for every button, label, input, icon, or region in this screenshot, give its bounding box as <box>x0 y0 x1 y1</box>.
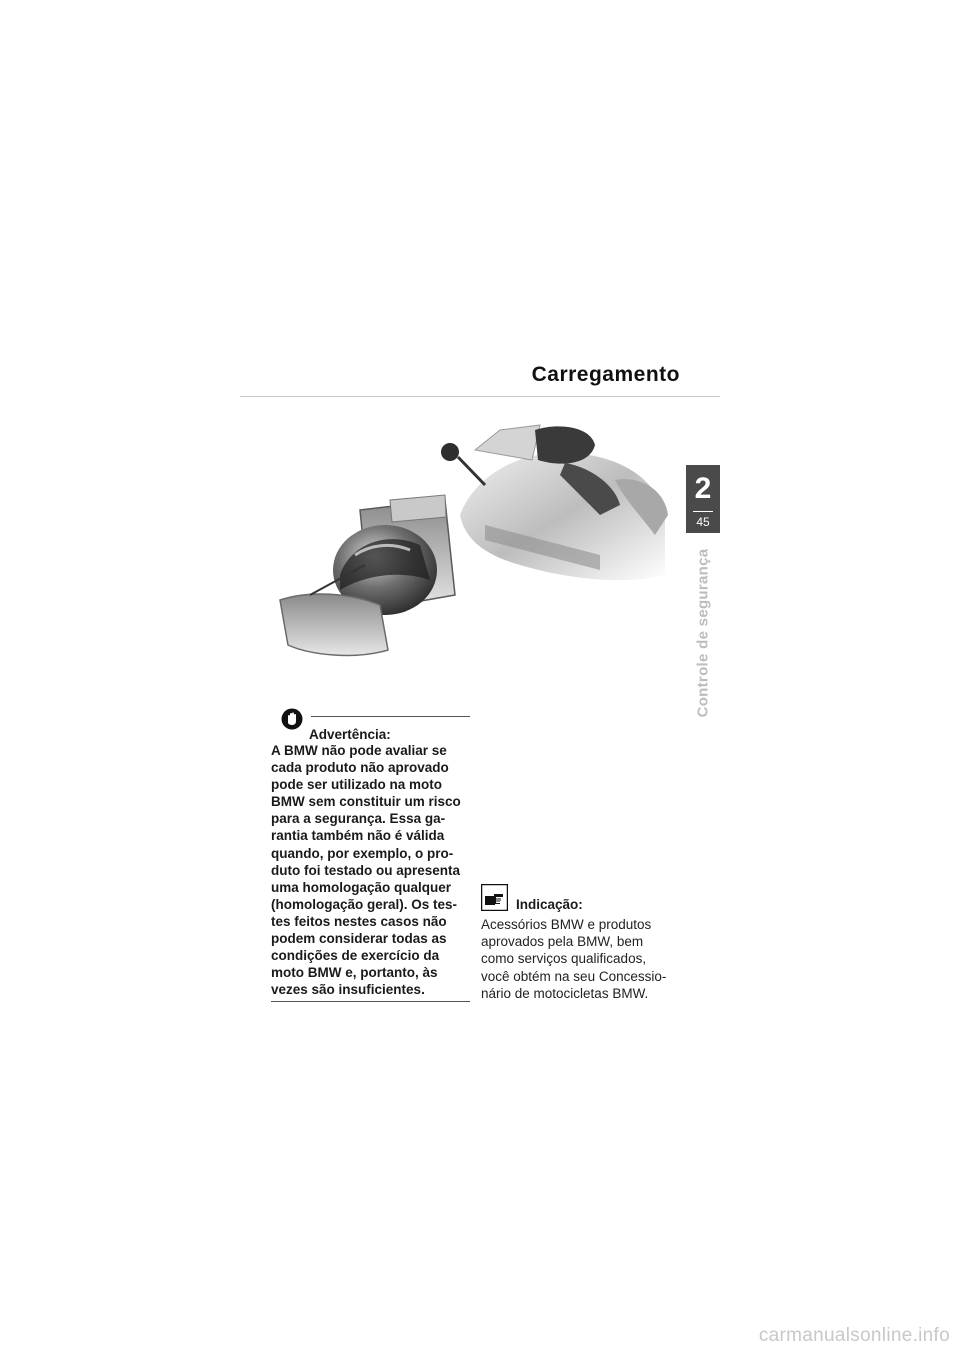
warning-header <box>271 708 470 742</box>
page-title: Carregamento <box>531 363 680 386</box>
warning-line: condições de exercício da <box>271 948 440 964</box>
warning-line: moto BMW e, portanto, às <box>271 965 438 981</box>
warning-line: A BMW não pode avaliar se <box>271 743 447 758</box>
warning-line: rantia também não é válida <box>271 828 445 844</box>
warning-line: duto foi testado ou apresenta <box>271 862 461 878</box>
warning-line: para a segurança. Essa ga- <box>271 811 446 827</box>
warning-rule <box>311 716 470 717</box>
warning-line: tes feitos nestes casos não <box>271 913 447 929</box>
warning-line: uma homologação qualquer <box>271 879 452 895</box>
motorcycle-luggage-photo <box>270 405 670 700</box>
warning-line: podem considerar todas as <box>271 931 447 947</box>
note-line: Acessórios BMW e produtos <box>481 917 652 932</box>
warning-title: Advertência: <box>309 727 391 742</box>
page-number: 45 <box>696 515 710 529</box>
note-line: como serviços qualificados, <box>481 951 647 967</box>
chapter-number: 2 <box>694 472 712 505</box>
note-header <box>481 884 696 913</box>
warning-line: BMW sem constituir um risco <box>271 794 461 810</box>
warning-box <box>271 708 470 1002</box>
note-text <box>481 913 696 1002</box>
note-line: aprovados pela BMW, bem <box>481 934 644 950</box>
warning-text <box>271 738 470 1001</box>
warning-line: vezes são insuficientes. <box>271 982 425 998</box>
stop-hand-icon <box>281 708 303 730</box>
warning-line: pode ser utilizado na moto <box>271 777 443 793</box>
note-line: nário de motocicletas BMW. <box>481 985 649 1001</box>
note-line: você obtém na seu Concessio- <box>481 968 667 984</box>
note-title: Indicação: <box>516 897 583 912</box>
title-rule <box>240 396 720 397</box>
section-label: Controle de segurança <box>694 548 712 718</box>
watermark: carmanualsonline.info <box>758 1325 950 1346</box>
warning-line: cada produto não aprovado <box>271 760 449 776</box>
pointing-hand-note-icon <box>481 884 508 911</box>
warning-line: (homologação geral). Os tes- <box>271 896 458 912</box>
note-box <box>481 884 696 1002</box>
chapter-tab <box>686 465 720 533</box>
chapter-divider <box>693 511 713 512</box>
warning-line: quando, por exemplo, o pro- <box>271 845 454 861</box>
